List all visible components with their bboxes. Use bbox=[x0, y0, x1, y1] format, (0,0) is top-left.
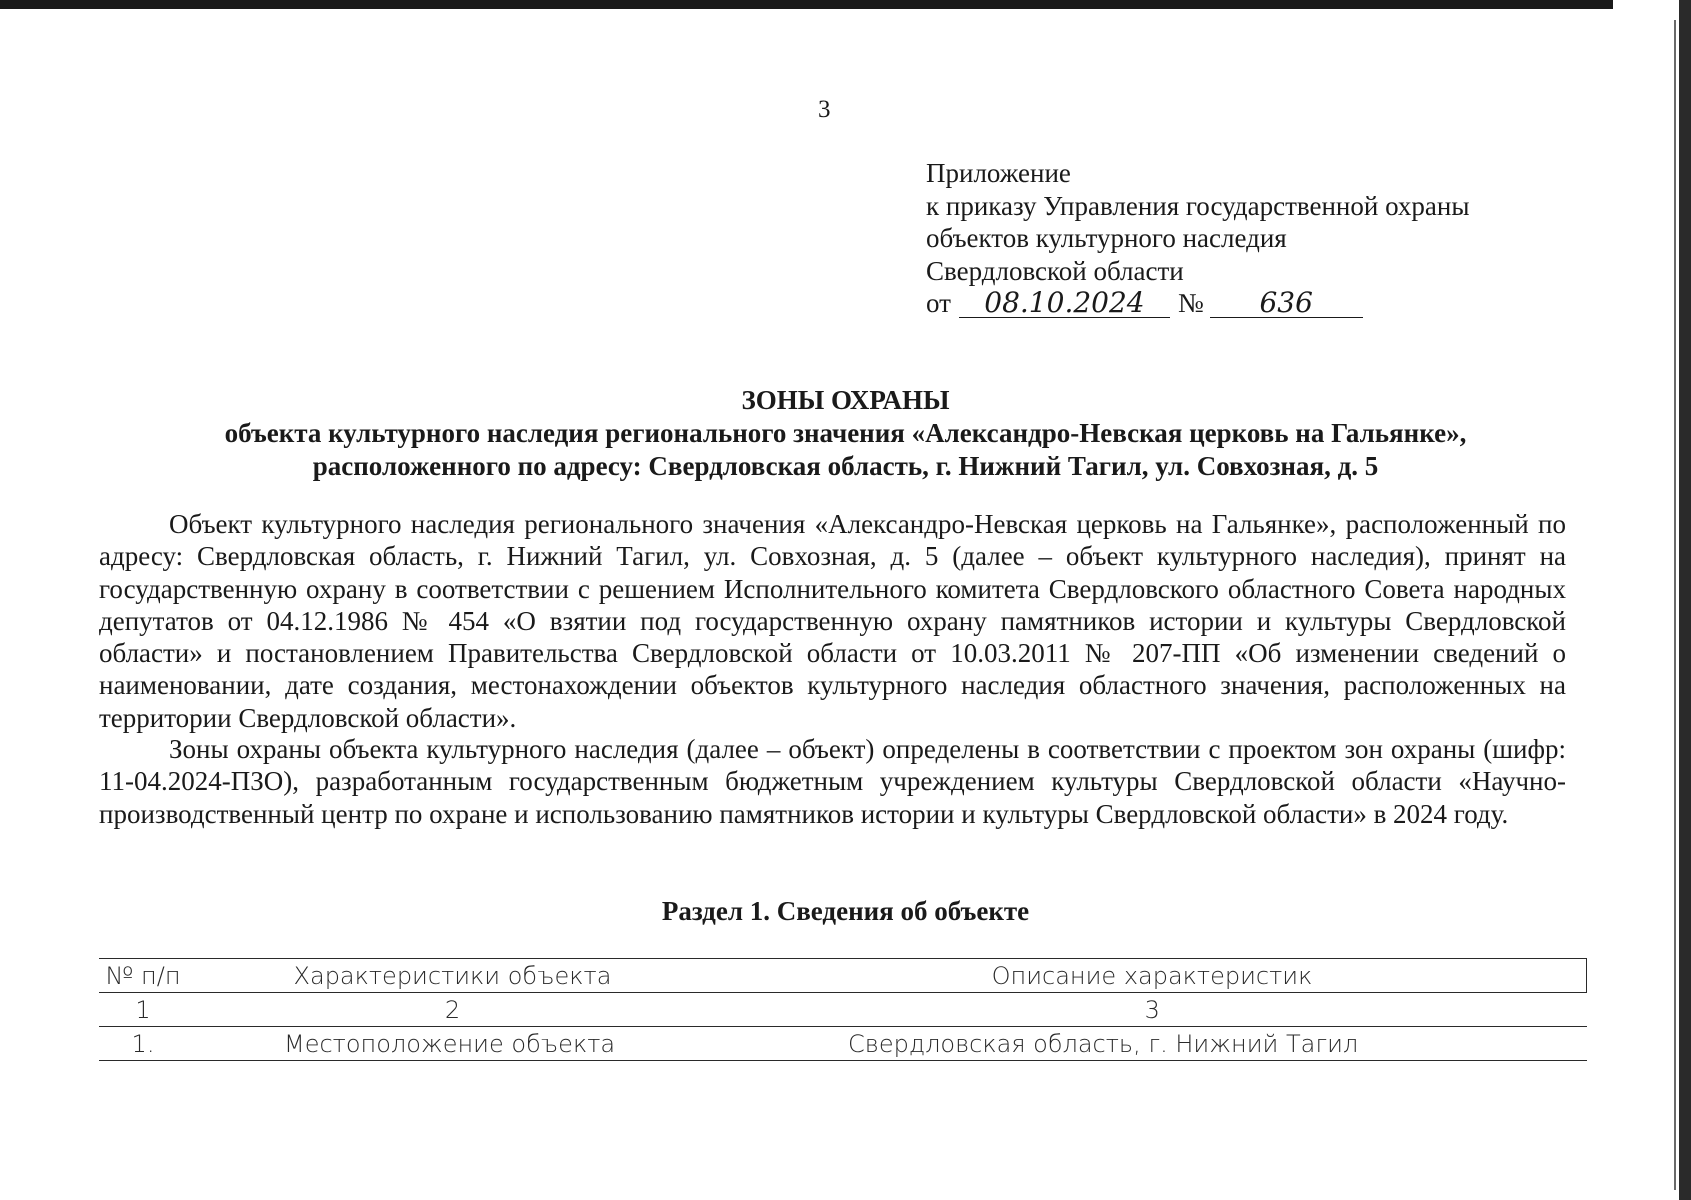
row-description-cell: Свердловская область, г. Нижний Тагил bbox=[718, 1027, 1587, 1061]
order-number-handwritten: 636 bbox=[1210, 289, 1363, 318]
appendix-date-row bbox=[926, 287, 1469, 320]
number-sign: № bbox=[1177, 288, 1204, 318]
scan-top-border bbox=[0, 0, 1613, 9]
table-row bbox=[99, 1027, 1587, 1061]
table-numbering-row bbox=[99, 993, 1587, 1027]
section-title: Раздел 1. Сведения об объекте bbox=[661, 896, 1030, 926]
object-info-table bbox=[99, 958, 1587, 1061]
document-title: ЗОНЫ ОХРАНЫ bbox=[741, 385, 950, 415]
appendix-line-3: объектов культурного наследия bbox=[926, 223, 1287, 253]
row-characteristic-cell: Местоположение объекта bbox=[187, 1027, 718, 1061]
document-subtitle-line-2: расположенного по адресу: Свердловская область, г. Нижний Тагил, ул. Совхозная, д. 5 bbox=[312, 451, 1379, 481]
header-cell-description: Описание характеристик bbox=[718, 959, 1587, 993]
numbering-cell: 3 bbox=[718, 993, 1587, 1027]
date-prefix: от bbox=[926, 288, 951, 318]
appendix-line-4: Свердловской области bbox=[926, 255, 1184, 286]
page-number: 3 bbox=[818, 96, 831, 123]
table-header-row bbox=[99, 959, 1587, 993]
appendix-block bbox=[926, 157, 1469, 320]
paragraph-legal-status: Объект культурного наследия регионального значения «Александро-Невская церковь на Гальянке», расположенный по адресу: Свердловская область, г. Нижний Тагил, ул. Совхозная, д. 5 (далее – объект культурного наследия), принят на государственную охрану в соответствии с решением Исполнительного комитета Свердловского областного Совета народных депутатов от 04.12.1986 № 454 «О взятии под государственную охрану памятников истории и культуры Свердловской области» и постановлением Правительства Свердловской области от 10.03.2011 № 207-ПП «Об изменении сведений о наименовании, дате создания, местонахождении объектов культурного наследия областного значения, расположенных на территории Свердловской области». bbox=[99, 509, 1566, 733]
paragraph-protection-zones: Зоны охраны объекта культурного наследия (далее – объект) определены в соответствии с проектом зон охраны (шифр: 11-04.2024-ПЗО), разработанным государственным бюджетным учреждением культуры Свердловской области «Научно-производственный центр по охране и использованию памятников истории и культуры Свердловской области» в 2024 году. bbox=[99, 734, 1566, 829]
scan-right-edge-line bbox=[1674, 20, 1676, 1190]
header-cell-number: № п/п bbox=[99, 959, 187, 993]
header-cell-characteristics: Характеристики объекта bbox=[187, 959, 718, 993]
appendix-line-1: Приложение bbox=[926, 158, 1071, 188]
numbering-cell: 2 bbox=[187, 993, 718, 1027]
scan-right-border bbox=[1679, 0, 1691, 1200]
numbering-cell: 1 bbox=[99, 993, 187, 1027]
row-number-cell: 1. bbox=[99, 1027, 187, 1061]
document-subtitle-line-1: объекта культурного наследия регионального значения «Александро-Невская церковь на Гальянке», bbox=[224, 418, 1467, 448]
order-date-handwritten: 08.10.2024 bbox=[959, 289, 1170, 318]
appendix-line-2: к приказу Управления государственной охраны bbox=[926, 190, 1470, 221]
